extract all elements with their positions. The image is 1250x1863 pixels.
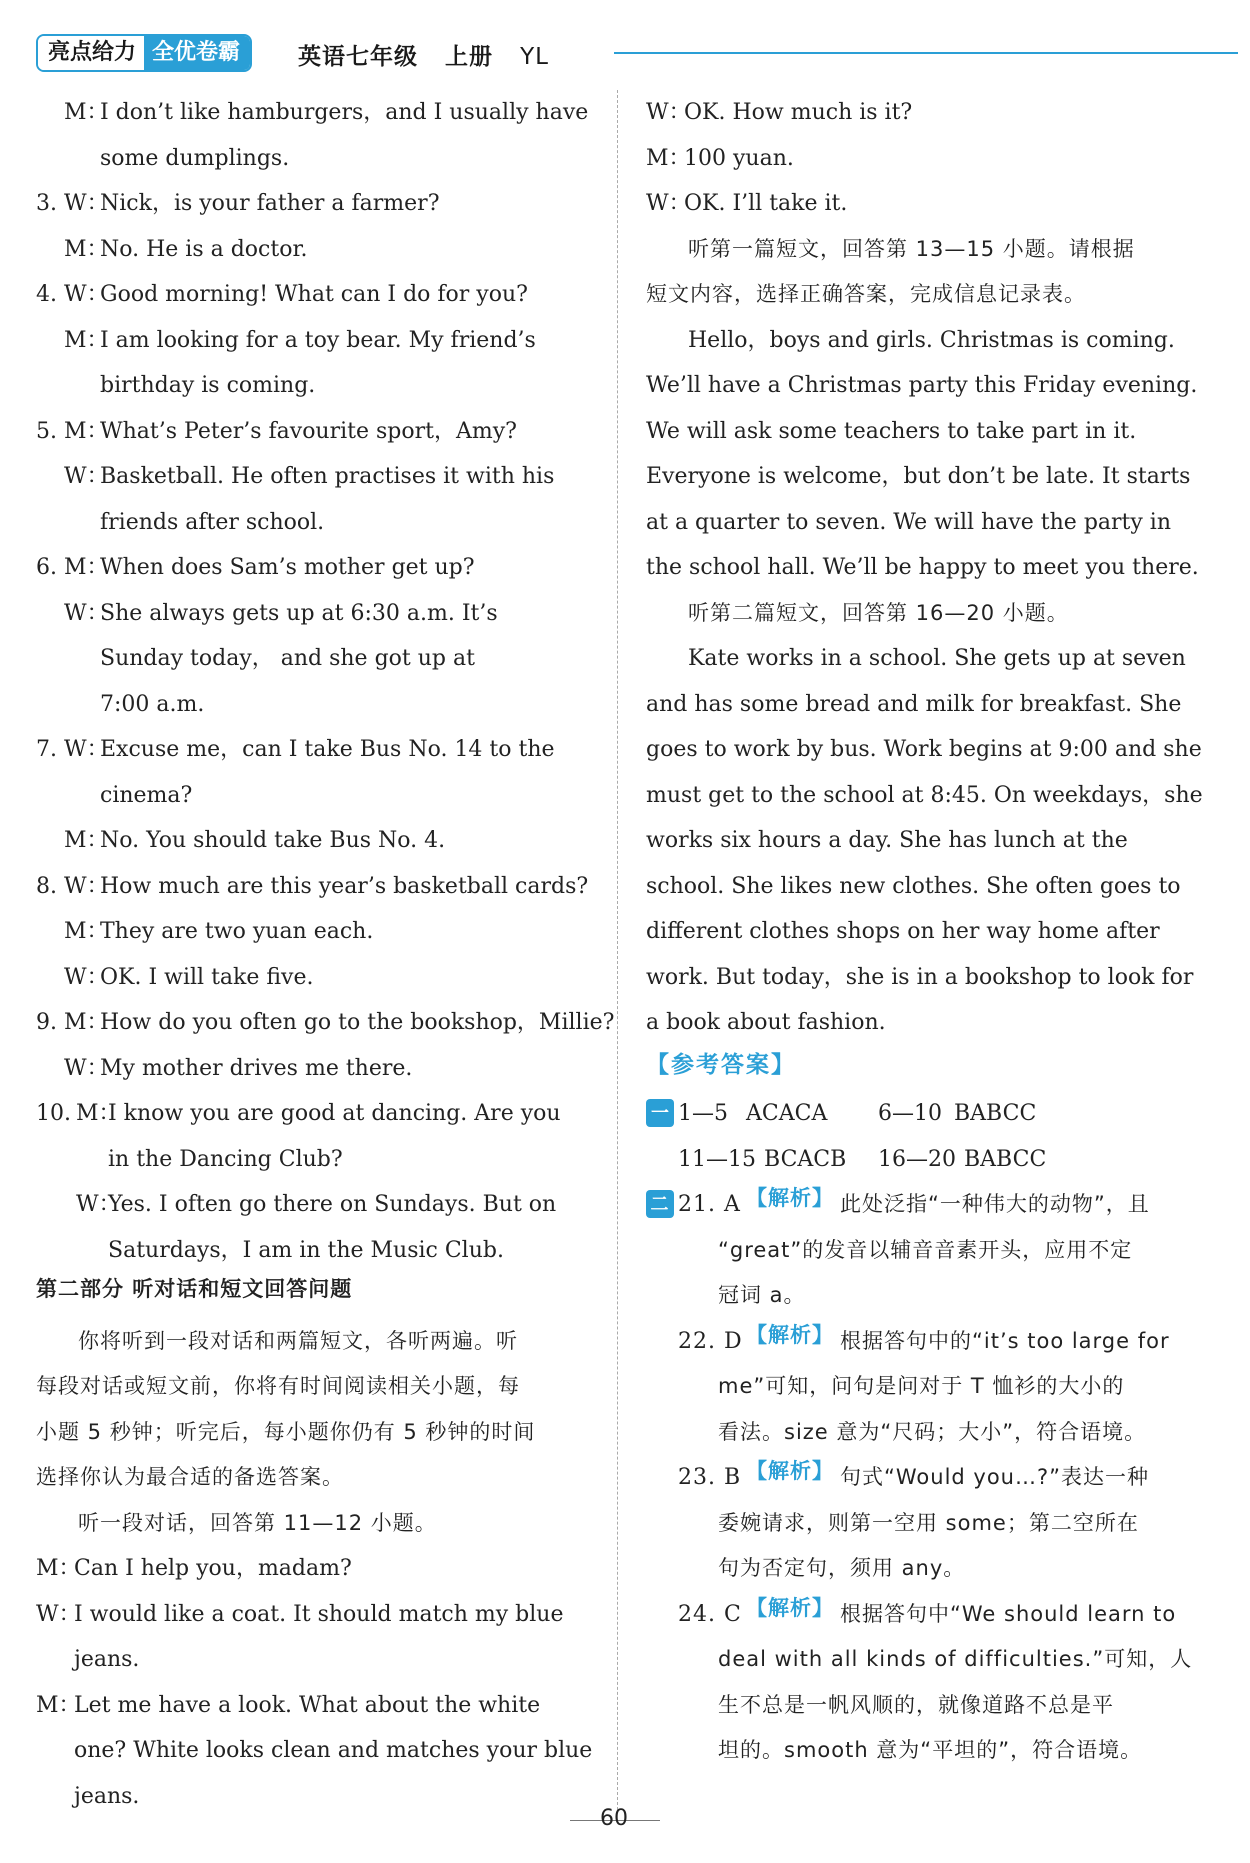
line-text: How much are this year’s basketball cards? bbox=[100, 873, 589, 899]
explanation-line bbox=[646, 1592, 1202, 1638]
line-text: Let me have a look. What about the white bbox=[74, 1692, 541, 1718]
line-text: 100 yuan. bbox=[684, 145, 794, 171]
line-text: in the Dancing Club? bbox=[108, 1146, 343, 1172]
analysis-tag: 【解析】 bbox=[746, 1459, 834, 1483]
instruction-line: 小题 5 秒钟；听完后，每小题你仍有 5 秒钟的时间 bbox=[36, 1419, 536, 1444]
line-text: My mother drives me there. bbox=[100, 1055, 413, 1081]
speaker-label: M： bbox=[64, 555, 109, 580]
transcript-line bbox=[36, 591, 596, 637]
part2-marker: 二 bbox=[646, 1190, 674, 1218]
line-text: OK. How much is it? bbox=[684, 100, 913, 125]
line-text: No. He is a doctor. bbox=[100, 236, 308, 262]
speaker-label: W： bbox=[64, 282, 109, 307]
dialogue-transcript bbox=[36, 90, 615, 1273]
analysis-tag: 【解析】 bbox=[746, 1595, 834, 1620]
speaker-label: W： bbox=[36, 1601, 81, 1627]
transcript-line bbox=[36, 636, 596, 682]
explanation-line bbox=[646, 1182, 1202, 1228]
line-text: I would like a coat. It should match my blue bbox=[74, 1601, 564, 1627]
left-column bbox=[36, 90, 615, 1819]
dialogue-line bbox=[646, 90, 1202, 136]
explanation-line bbox=[646, 1546, 1202, 1592]
line-text: How do you often go to the bookshop，Millie? bbox=[100, 1010, 615, 1035]
transcript-line bbox=[36, 409, 596, 455]
line-text: OK. I’ll take it. bbox=[684, 191, 848, 216]
instruction-line: 每段对话或短文前，你将有时间阅读相关小题，每 bbox=[36, 1374, 520, 1398]
line-text: OK. I will take five. bbox=[100, 964, 314, 990]
transcript-line bbox=[36, 181, 596, 227]
line-text: I don’t like hamburgers，and I usually have bbox=[100, 100, 589, 125]
speaker-label: M： bbox=[36, 1692, 81, 1718]
brand-name: 亮点给力 bbox=[38, 36, 144, 70]
part2-instructions bbox=[36, 1319, 596, 1501]
passage-line: We will ask some teachers to take part in it. bbox=[646, 418, 1137, 444]
passage-line: must get to the school at 8:45. On weekdays，she bbox=[646, 782, 1203, 808]
transcript-line bbox=[36, 272, 596, 318]
explanation-line bbox=[646, 1455, 1202, 1501]
speaker-label: W： bbox=[64, 191, 109, 216]
speaker-label: M： bbox=[646, 145, 691, 171]
transcript-line bbox=[36, 864, 596, 910]
transcript-line bbox=[36, 1091, 596, 1137]
page-header bbox=[36, 30, 1200, 74]
passage-line: works six hours a day. She has lunch at the bbox=[646, 828, 1128, 853]
passage-line: Everyone is welcome，but don’t be late. It starts bbox=[646, 464, 1191, 489]
analysis-tag: 【解析】 bbox=[746, 1322, 834, 1347]
transcript-line bbox=[36, 1000, 615, 1046]
transcript-line bbox=[36, 318, 596, 364]
transcript-line bbox=[36, 90, 596, 136]
line-text: She always gets up at 6:30 a.m. It’s bbox=[100, 600, 498, 626]
line-text: Can I help you，madam? bbox=[74, 1556, 352, 1581]
dialogue-line bbox=[36, 1683, 596, 1729]
speaker-label: W： bbox=[646, 100, 691, 125]
line-text: some dumplings. bbox=[100, 145, 290, 171]
explanation-text: 委婉请求，则第一空用 some；第二空所在 bbox=[718, 1510, 1139, 1535]
answer-key-title: 【参考答案】 bbox=[646, 1051, 796, 1078]
speaker-label: M： bbox=[76, 1101, 121, 1126]
question-answer: 23. B bbox=[678, 1465, 742, 1490]
explanation-text: 此处泛指“一种伟大的动物”，且 bbox=[840, 1192, 1150, 1216]
line-text: one? White looks clean and matches your blue bbox=[74, 1738, 593, 1763]
explanation-line bbox=[646, 1637, 1202, 1683]
explanation-line bbox=[646, 1683, 1202, 1729]
speaker-label: M： bbox=[64, 236, 109, 262]
line-text: birthday is coming. bbox=[100, 373, 316, 398]
explanation-text: “great”的发音以辅音音素开头，应用不定 bbox=[718, 1237, 1133, 1262]
explanation-text: 句式“Would you…?”表达一种 bbox=[840, 1465, 1150, 1489]
speaker-label: W： bbox=[64, 600, 109, 626]
page-number: 60 bbox=[600, 1806, 628, 1831]
transcript-line bbox=[36, 363, 596, 409]
column-divider bbox=[617, 90, 618, 1810]
answer-range: 16—20 bbox=[878, 1146, 956, 1172]
question-number: 4. bbox=[36, 282, 57, 307]
transcript-line bbox=[36, 136, 596, 182]
passage-line: the school hall. We’ll be happy to meet you there. bbox=[646, 555, 1199, 580]
dialogue-line bbox=[36, 1546, 596, 1592]
speaker-label: M： bbox=[64, 919, 109, 944]
explanation-text: deal with all kinds of difficulties.”可知，人 bbox=[718, 1647, 1193, 1671]
dialogue-line bbox=[36, 1637, 596, 1683]
line-text: Yes. I often go there on Sundays. But on bbox=[108, 1192, 557, 1217]
dialogue-line bbox=[646, 181, 1202, 227]
speaker-label: M： bbox=[64, 418, 109, 444]
passage-line: Hello，boys and girls. Christmas is coming. bbox=[688, 327, 1175, 353]
line-text: Saturdays，I am in the Music Club. bbox=[108, 1237, 504, 1263]
right-column bbox=[646, 90, 1202, 1774]
line-text: jeans. bbox=[74, 1783, 140, 1809]
explanation-text: me”可知，问句是问对于 T 恤衫的大小的 bbox=[718, 1374, 1125, 1398]
coat-dialogue bbox=[36, 1546, 596, 1819]
line-text: Basketball. He often practises it with his bbox=[100, 464, 555, 489]
line-text: Sunday today， and she got up at bbox=[100, 646, 475, 671]
explanation-text: 看法。size 意为“尺码；大小”，符合语境。 bbox=[718, 1419, 1147, 1444]
passage-line: Kate works in a school. She gets up at seven bbox=[688, 646, 1186, 671]
speaker-label: W： bbox=[76, 1192, 121, 1217]
speaker-label: W： bbox=[646, 191, 691, 216]
line-text: When does Sam’s mother get up? bbox=[100, 555, 475, 580]
line-text: friends after school. bbox=[100, 509, 325, 535]
question-answer: 24. C bbox=[678, 1601, 742, 1627]
edition: YL bbox=[520, 44, 549, 70]
line-text: Good morning! What can I do for you? bbox=[100, 282, 528, 307]
passage1-intro: 短文内容，选择正确答案，完成信息记录表。 bbox=[646, 282, 1086, 306]
part1-marker: 一 bbox=[646, 1099, 674, 1127]
answer-row-2 bbox=[646, 1137, 1202, 1183]
part2-heading: 第二部分 听对话和短文回答问题 bbox=[36, 1277, 353, 1301]
question-number: 3. bbox=[36, 191, 57, 216]
speaker-label: W： bbox=[64, 1055, 109, 1081]
question-number: 6. bbox=[36, 555, 57, 580]
line-text: I know you are good at dancing. Are you bbox=[108, 1101, 561, 1126]
answer-range: 6—10 bbox=[878, 1101, 942, 1126]
dialogue-intro: 听一段对话，回答第 11—12 小题。 bbox=[78, 1510, 437, 1535]
question-answer: 22. D bbox=[678, 1328, 743, 1354]
passage-line: at a quarter to seven. We will have the party in bbox=[646, 509, 1172, 535]
speaker-label: W： bbox=[64, 737, 109, 762]
transcript-line bbox=[36, 1228, 596, 1274]
speaker-label: M： bbox=[64, 100, 109, 125]
speaker-label: M： bbox=[64, 327, 109, 353]
question-number: 9. bbox=[36, 1010, 57, 1035]
passage-line: work. But today，she is in a bookshop to look for bbox=[646, 964, 1194, 990]
explanations bbox=[646, 1182, 1202, 1774]
transcript-line bbox=[36, 500, 596, 546]
header-rule bbox=[614, 52, 1238, 54]
answer-range: 1—5 bbox=[678, 1101, 728, 1126]
explanation-text: 句为否定句，须用 any。 bbox=[718, 1556, 966, 1580]
passage-2 bbox=[646, 636, 1202, 1046]
question-answer: 21. A bbox=[678, 1192, 741, 1217]
transcript-line bbox=[36, 727, 596, 773]
volume: 上册 bbox=[445, 44, 494, 70]
passage-line: a book about fashion. bbox=[646, 1010, 886, 1035]
question-number: 10. bbox=[36, 1101, 71, 1126]
explanation-text: 冠词 a。 bbox=[718, 1283, 806, 1307]
line-text: They are two yuan each. bbox=[100, 919, 374, 944]
dialogue-line bbox=[646, 136, 1202, 182]
transcript-line bbox=[36, 1137, 596, 1183]
speaker-label: M： bbox=[36, 1556, 81, 1581]
transcript-line bbox=[36, 1046, 596, 1092]
explanation-line bbox=[646, 1273, 1202, 1319]
dialogue-line bbox=[36, 1774, 596, 1820]
line-text: Nick，is your father a farmer? bbox=[100, 191, 440, 216]
subject-title bbox=[298, 38, 549, 71]
question-number: 8. bbox=[36, 873, 57, 899]
line-text: Excuse me，can I take Bus No. 14 to the bbox=[100, 737, 555, 762]
instruction-line: 选择你认为最合适的备选答案。 bbox=[36, 1465, 344, 1489]
transcript-line bbox=[36, 955, 596, 1001]
transcript-line bbox=[36, 773, 596, 819]
transcript-line bbox=[36, 682, 596, 728]
explanation-line bbox=[646, 1319, 1202, 1365]
question-number: 7. bbox=[36, 737, 57, 762]
transcript-line bbox=[36, 227, 596, 273]
explanation-line bbox=[646, 1410, 1202, 1456]
line-text: 7:00 a.m. bbox=[100, 691, 205, 717]
answer-letters: BABCC bbox=[964, 1146, 1047, 1172]
explanation-line bbox=[646, 1728, 1202, 1774]
brand-badge bbox=[36, 34, 252, 72]
instruction-line: 你将听到一段对话和两篇短文，各听两遍。听 bbox=[78, 1328, 518, 1353]
transcript-line bbox=[36, 909, 596, 955]
series-name: 全优卷霸 bbox=[144, 36, 250, 70]
transcript-line bbox=[36, 454, 596, 500]
passage-line: We’ll have a Christmas party this Friday evening. bbox=[646, 373, 1198, 398]
line-text: I am looking for a toy bear. My friend’s bbox=[100, 327, 536, 353]
passage-1 bbox=[646, 318, 1202, 591]
line-text: No. You should take Bus No. 4. bbox=[100, 828, 446, 853]
line-text: What’s Peter’s favourite sport，Amy? bbox=[100, 418, 517, 444]
passage-line: different clothes shops on her way home after bbox=[646, 919, 1160, 944]
explanation-text: 根据答句中“We should learn to bbox=[840, 1601, 1177, 1626]
line-text: jeans. bbox=[74, 1647, 140, 1672]
explanation-line bbox=[646, 1228, 1202, 1274]
passage2-intro: 听第二篇短文，回答第 16—20 小题。 bbox=[688, 600, 1069, 625]
answer-row-1 bbox=[646, 1091, 1202, 1137]
speaker-label: M： bbox=[64, 1010, 109, 1035]
explanation-line bbox=[646, 1364, 1202, 1410]
passage1-intro: 听第一篇短文，回答第 13—15 小题。请根据 bbox=[688, 236, 1135, 261]
passage-line: goes to work by bus. Work begins at 9:00 and she bbox=[646, 737, 1202, 762]
answer-letters: BABCC bbox=[954, 1101, 1037, 1126]
answer-letters: ACACA bbox=[746, 1101, 828, 1126]
transcript-line bbox=[36, 1182, 596, 1228]
passage-line: and has some bread and milk for breakfast. She bbox=[646, 691, 1182, 717]
speaker-label: W： bbox=[64, 964, 109, 990]
explanation-text: 根据答句中的“it’s too large for bbox=[840, 1328, 1170, 1353]
speaker-label: W： bbox=[64, 873, 109, 899]
transcript-line bbox=[36, 818, 596, 864]
explanation-line bbox=[646, 1501, 1202, 1547]
passage-line: school. She likes new clothes. She often goes to bbox=[646, 873, 1181, 899]
question-number: 5. bbox=[36, 418, 57, 444]
explanation-text: 生不总是一帆风顺的，就像道路不总是平 bbox=[718, 1692, 1114, 1717]
answer-range: 11—15 bbox=[678, 1146, 756, 1172]
dialogue-line bbox=[36, 1592, 596, 1638]
explanation-text: 坦的。smooth 意为“平坦的”，符合语境。 bbox=[718, 1738, 1143, 1762]
speaker-label: W： bbox=[64, 464, 109, 489]
dialogue-line bbox=[36, 1728, 596, 1774]
transcript-line bbox=[36, 545, 596, 591]
analysis-tag: 【解析】 bbox=[746, 1186, 834, 1210]
answer-letters: BCACB bbox=[764, 1146, 847, 1172]
subject: 英语七年级 bbox=[298, 44, 418, 70]
line-text: cinema? bbox=[100, 782, 193, 808]
speaker-label: M： bbox=[64, 828, 109, 853]
coat-dialogue-continued bbox=[646, 90, 1202, 227]
